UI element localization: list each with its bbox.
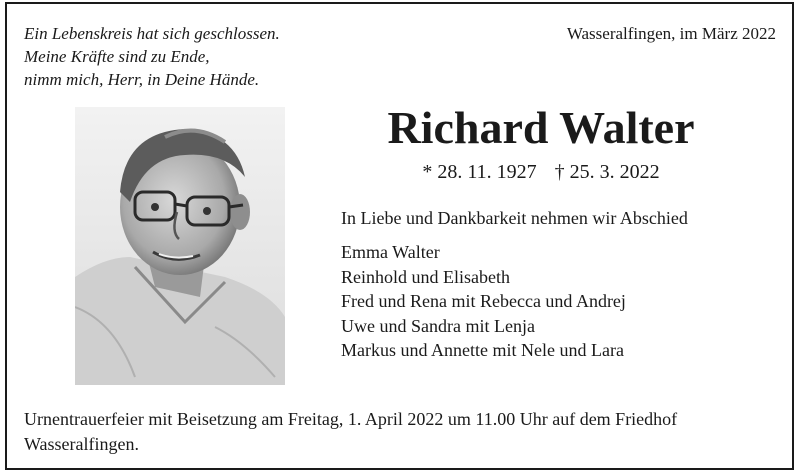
birth-date: * 28. 11. 1927 [422, 161, 537, 183]
deceased-name: Richard Walter [387, 102, 695, 153]
verse-line: Ein Lebenskreis hat sich geschlossen. [24, 24, 280, 43]
list-item: Emma Walter [341, 242, 440, 262]
death-date: † 25. 3. 2022 [554, 161, 660, 183]
verse-line: nimm mich, Herr, in Deine Hände. [24, 70, 260, 89]
verse-line: Meine Kräfte sind zu Ende, [24, 47, 210, 66]
farewell-line: In Liebe und Dankbarkeit nehmen wir Abschied [341, 208, 688, 228]
list-item: Reinhold und Elisabeth [341, 266, 510, 287]
place-date: Wasseralfingen, im März 2022 [566, 24, 776, 43]
list-item: Fred und Rena mit Rebecca und Andrej [341, 291, 626, 311]
verse [24, 22, 280, 91]
portrait-photo [75, 107, 285, 385]
list-item: Markus und Annette mit Nele und Lara [341, 340, 624, 360]
life-dates [341, 158, 741, 186]
mourners-list [341, 240, 626, 363]
funeral-notice: Urnentrauerfeier mit Beisetzung am Freitag, 1. April 2022 um 11.00 Uhr auf dem Friedhof Wasseralfingen. [24, 409, 678, 454]
list-item: Uwe und Sandra mit Lenja [341, 315, 535, 336]
